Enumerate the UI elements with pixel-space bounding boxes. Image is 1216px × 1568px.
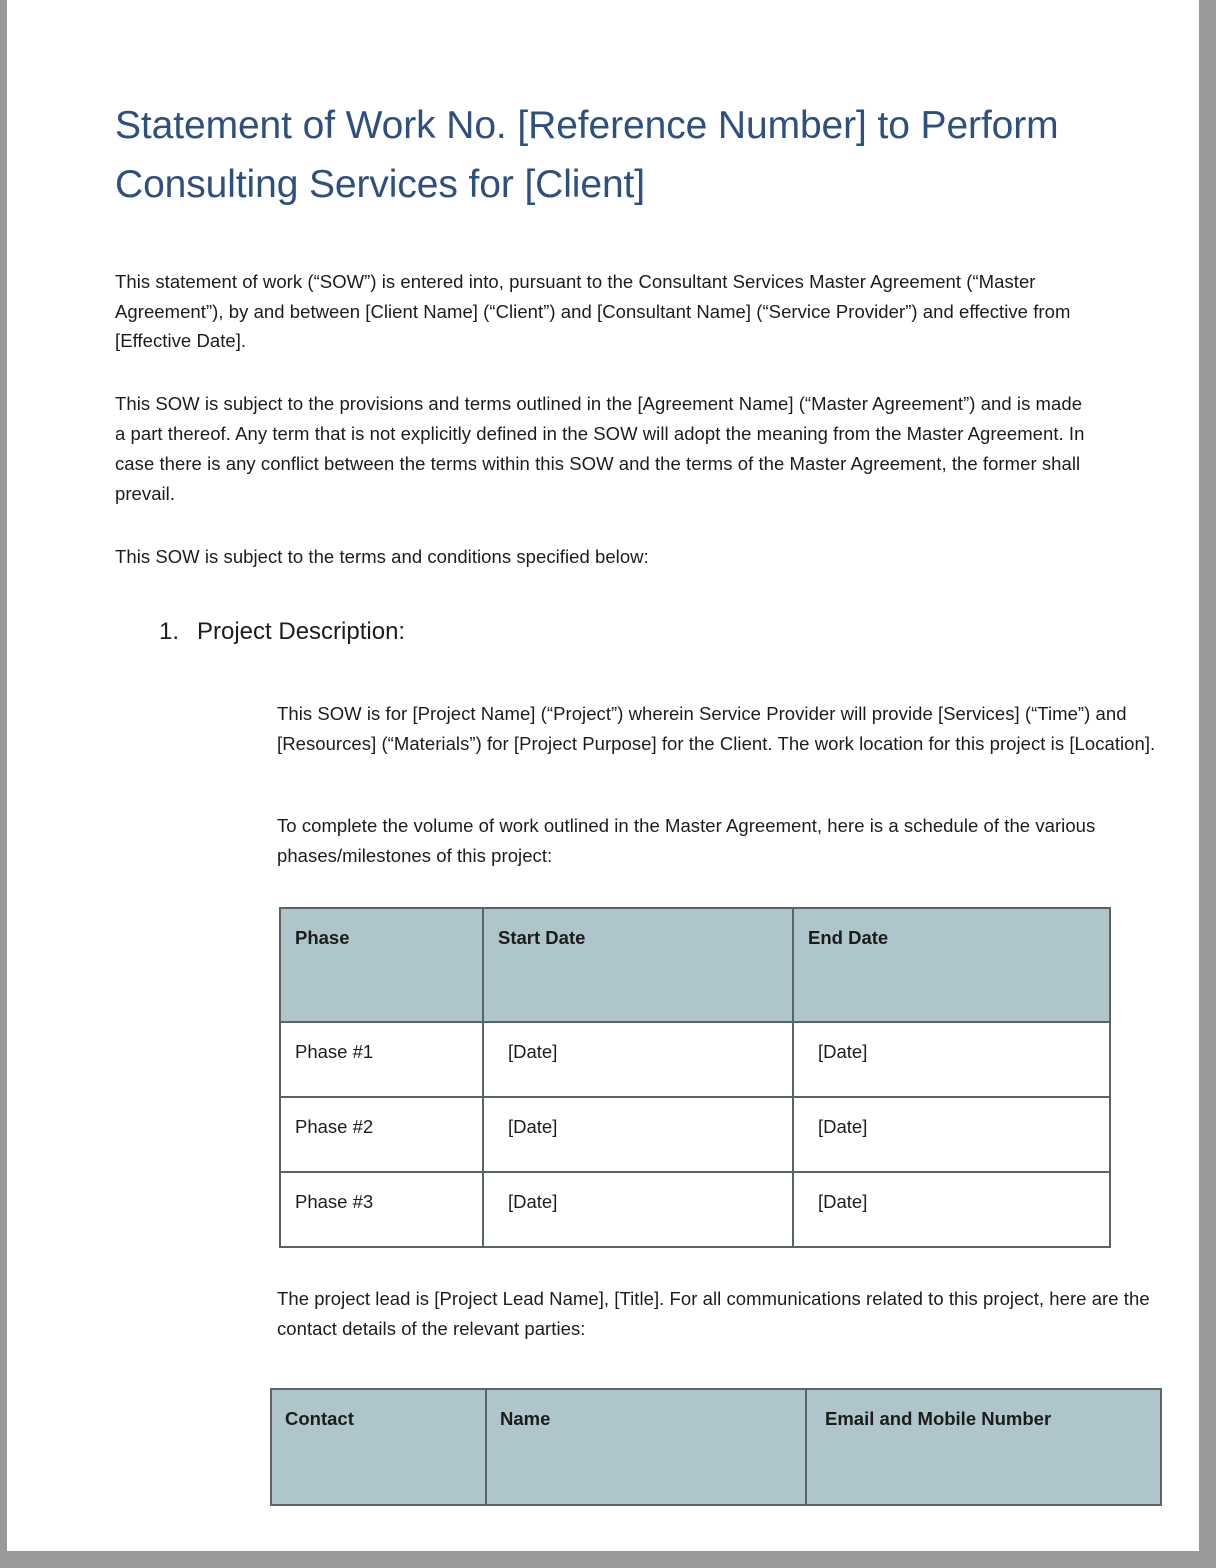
phase-name-cell: Phase #3	[280, 1172, 483, 1247]
phase-schedule-table	[279, 907, 1111, 1248]
phase-table-header-end-date: End Date	[793, 908, 1110, 1022]
project-lead-text: The project lead is [Project Lead Name], [Title]. For all communications related to this project, here are the contact details of the relevant parties:	[277, 1287, 1150, 1339]
page-title: Statement of Work No. [Reference Number] to Perform Consulting Services for [Client]	[115, 104, 1059, 207]
phase-start-date-cell: [Date]	[483, 1097, 793, 1172]
document-page	[7, 0, 1199, 1551]
phase-table-header-phase: Phase	[280, 908, 483, 1022]
contact-details-table	[270, 1388, 1162, 1506]
phase-name-cell: Phase #2	[280, 1097, 483, 1172]
document-content	[115, 0, 1156, 1506]
contact-table-header-contact: Contact	[271, 1389, 486, 1505]
table-row	[280, 1022, 1110, 1097]
phase-table-header	[280, 908, 1110, 1022]
phase-end-date-cell: [Date]	[793, 1022, 1110, 1097]
table-row	[280, 1172, 1110, 1247]
section-heading: Project Description:	[197, 618, 406, 646]
contact-table-header-name: Name	[486, 1389, 806, 1505]
sections-list	[115, 618, 1156, 1506]
phase-table-header-start-date: Start Date	[483, 908, 793, 1022]
phase-end-date-cell: [Date]	[793, 1172, 1110, 1247]
phase-end-date-cell: [Date]	[793, 1097, 1110, 1172]
section-project-description	[115, 618, 1156, 1506]
intro-paragraph-3: This SOW is subject to the terms and conditions specified below:	[115, 546, 649, 568]
phase-start-date-cell: [Date]	[483, 1022, 793, 1097]
schedule-intro-text: To complete the volume of work outlined in the Master Agreement, here is a schedule of the various phases/milestones of this project:	[277, 815, 1096, 866]
phase-table-body	[280, 1022, 1110, 1247]
intro-paragraph-2: This SOW is subject to the provisions and terms outlined in the [Agreement Name] (“Master Agreement”) and is made a part thereof. Any term that is not explicitly defined in the SOW will adopt the meaning from the Master Agreement. In case there is any conflict between the terms within this SOW and the terms of the Master Agreement, the former shall prevail.	[115, 393, 1085, 505]
phase-name-cell: Phase #1	[280, 1022, 483, 1097]
contact-table-header-email-mobile: Email and Mobile Number	[806, 1389, 1161, 1505]
project-description-text: This SOW is for [Project Name] (“Project”) wherein Service Provider will provide [Services] (“Time”) and [Resources] (“Materials”) for [Project Purpose] for the Client. The work location for this project is [Location].	[277, 703, 1156, 755]
table-row	[280, 1097, 1110, 1172]
section-number: 1.	[159, 618, 180, 646]
table-header-row	[280, 908, 1110, 1022]
section-body	[277, 699, 1189, 1506]
contact-table-header	[271, 1389, 1161, 1505]
phase-start-date-cell: [Date]	[483, 1172, 793, 1247]
table-header-row	[271, 1389, 1161, 1505]
intro-paragraph-1: This statement of work (“SOW”) is entered into, pursuant to the Consultant Services Master Agreement (“Master Agreement”), by and between [Client Name] (“Client”) and [Consultant Name] (“Service Provider”) and effective from [Effective Date].	[115, 270, 1071, 352]
